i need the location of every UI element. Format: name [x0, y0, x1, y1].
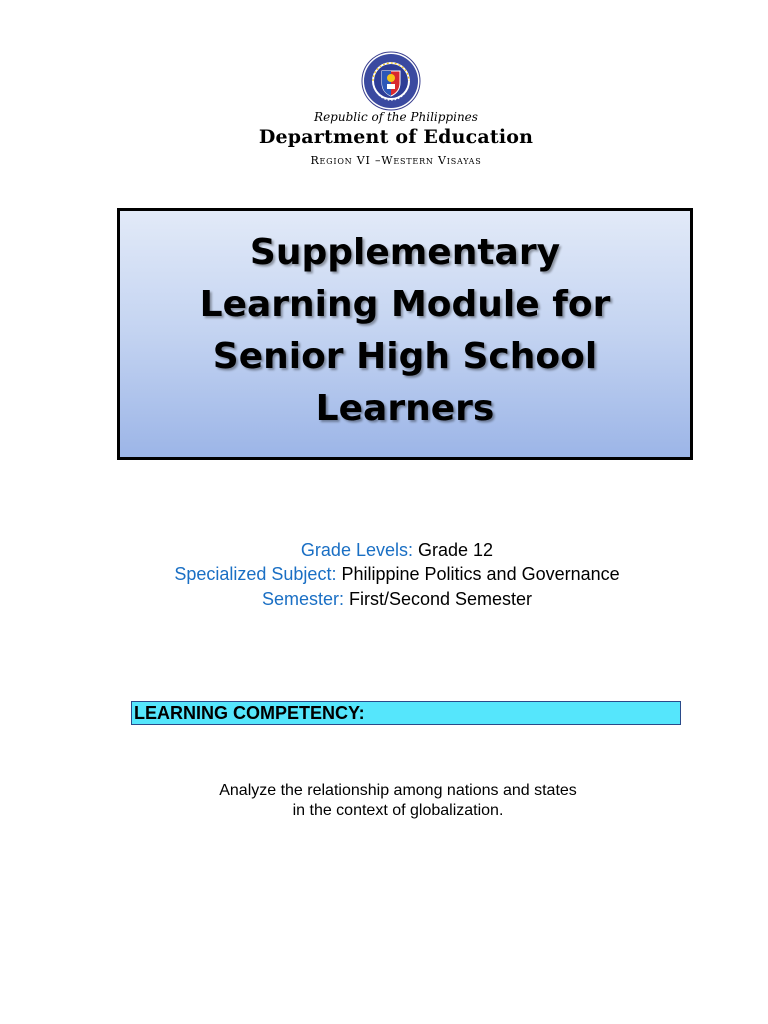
- specialized-subject-line: [0, 564, 768, 585]
- republic-header: Republic of the Philippines: [314, 110, 478, 124]
- semester-value: First/Second Semester: [348, 589, 533, 609]
- specialized-subject-value: Philippine Politics and Governance: [341, 564, 620, 584]
- competency-description: [0, 781, 768, 821]
- competency-line-2: in the context of globalization.: [292, 802, 504, 819]
- title-box: [117, 208, 693, 460]
- learning-competency-heading: LEARNING COMPETENCY:: [131, 701, 681, 725]
- semester-line: [0, 589, 768, 610]
- grade-levels-line: [0, 540, 768, 561]
- region-header: Region VI –Western Visayas: [310, 154, 482, 167]
- department-header: Department of Education: [258, 126, 534, 148]
- semester-label: Semester:: [261, 589, 344, 609]
- grade-levels-value: Grade 12: [418, 540, 494, 560]
- grade-levels-label: Grade Levels:: [300, 540, 413, 560]
- specialized-subject-label: Specialized Subject:: [174, 564, 337, 584]
- competency-line-1: Analyze the relationship among nations and states: [219, 782, 577, 799]
- deped-seal-icon: [361, 51, 421, 111]
- module-title: Supplementary Learning Module for Senior High School Learners: [199, 232, 611, 429]
